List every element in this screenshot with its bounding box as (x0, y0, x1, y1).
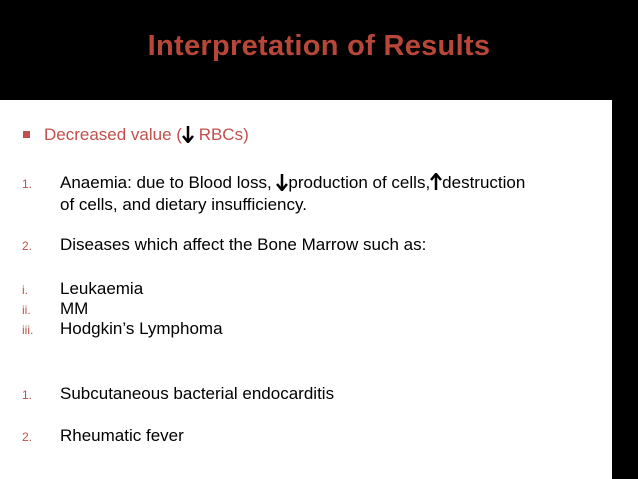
down-arrow-icon (182, 125, 194, 143)
item-text-continuation: of cells, and dietary insufficiency. (60, 195, 307, 214)
item-number: 1. (22, 177, 33, 191)
list-item (60, 173, 525, 193)
down-arrow-icon (276, 173, 288, 191)
square-bullet-icon (23, 131, 30, 138)
bullet-text-before: Decreased value ( (44, 125, 182, 144)
bullet-text (44, 125, 249, 145)
sub-item-number: iii. (22, 323, 34, 337)
item-number: 2. (22, 239, 33, 253)
list-item: Rheumatic fever (60, 426, 184, 445)
title-bar (0, 0, 638, 100)
list-item: Diseases which affect the Bone Marrow such as: (60, 235, 427, 254)
sub-item-number: i. (22, 283, 28, 297)
sub-list-item: Leukaemia (60, 279, 144, 298)
item-text: destruction (442, 173, 526, 192)
item-number: 2. (22, 430, 33, 444)
bullet-text-after: RBCs) (193, 125, 249, 144)
sub-list-item: Hodgkin’s Lymphoma (60, 319, 223, 338)
item-number: 1. (22, 388, 33, 402)
right-edge-bar (612, 100, 638, 479)
list-item: Subcutaneous bacterial endocarditis (60, 384, 335, 403)
sub-list-item: MM (60, 299, 89, 318)
up-arrow-icon (430, 173, 442, 191)
item-text: Anaemia: due to Blood loss, (60, 173, 277, 192)
sub-item-number: ii. (22, 303, 31, 317)
slide-title: Interpretation of Results (147, 30, 491, 62)
item-text: production of cells, (288, 173, 431, 192)
